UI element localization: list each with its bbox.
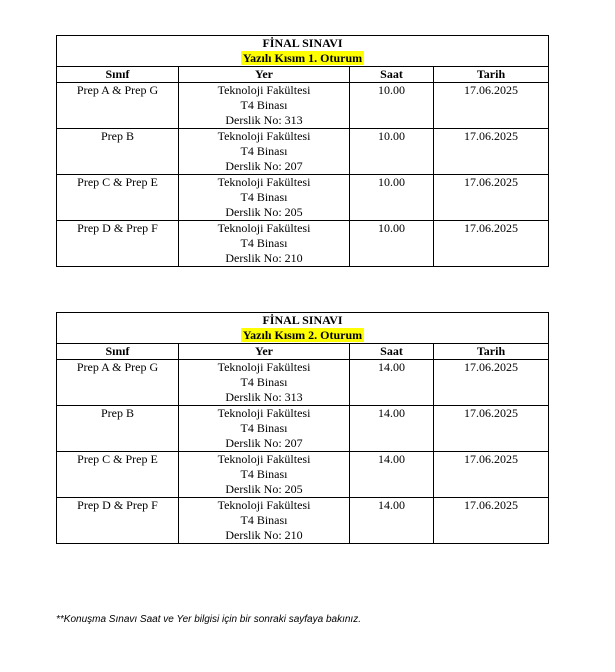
table-row (57, 498, 549, 544)
time-cell: 14.00 (350, 452, 434, 498)
location-cell (179, 360, 350, 406)
column-header: Sınıf (57, 344, 179, 360)
footnote: **Konuşma Sınavı Saat ve Yer bilgisi için bir sonraki sayfaya bakınız. (56, 614, 361, 625)
time-cell: 14.00 (350, 498, 434, 544)
location-line: Derslik No: 207 (225, 159, 303, 173)
location-line: T4 Binası (240, 467, 288, 481)
location-line: Teknoloji Fakültesi (217, 360, 311, 374)
date-cell: 17.06.2025 (434, 129, 549, 175)
location-line: Teknoloji Fakültesi (217, 406, 311, 420)
date-cell: 17.06.2025 (434, 452, 549, 498)
class-cell: Prep A & Prep G (57, 360, 179, 406)
column-header: Saat (350, 67, 434, 83)
location-cell (179, 498, 350, 544)
time-cell: 14.00 (350, 406, 434, 452)
column-header: Saat (350, 344, 434, 360)
location-line: T4 Binası (240, 375, 288, 389)
column-header: Tarih (434, 67, 549, 83)
session-subtitle: Yazılı Kısım 1. Oturum (242, 51, 363, 65)
column-header: Sınıf (57, 67, 179, 83)
location-line: Teknoloji Fakültesi (217, 175, 311, 189)
table-header-row (57, 344, 549, 360)
time-cell: 10.00 (350, 83, 434, 129)
location-line: Derslik No: 210 (225, 528, 303, 542)
location-line: Derslik No: 210 (225, 251, 303, 265)
column-header: Yer (179, 344, 350, 360)
date-cell: 17.06.2025 (434, 175, 549, 221)
column-header: Tarih (434, 344, 549, 360)
table-row (57, 129, 549, 175)
table-title-cell (57, 36, 549, 67)
table-title-cell (57, 313, 549, 344)
column-header: Yer (179, 67, 350, 83)
date-cell: 17.06.2025 (434, 83, 549, 129)
location-line: T4 Binası (240, 144, 288, 158)
location-line: Derslik No: 205 (225, 205, 303, 219)
class-cell: Prep C & Prep E (57, 452, 179, 498)
exam-schedule-table-2 (56, 312, 549, 544)
session-subtitle: Yazılı Kısım 2. Oturum (242, 328, 363, 342)
location-cell (179, 83, 350, 129)
time-cell: 14.00 (350, 360, 434, 406)
location-line: T4 Binası (240, 190, 288, 204)
location-line: Teknoloji Fakültesi (217, 221, 311, 235)
table-row (57, 360, 549, 406)
location-line: Teknoloji Fakültesi (217, 83, 311, 97)
time-cell: 10.00 (350, 175, 434, 221)
table-row (57, 83, 549, 129)
table-row (57, 175, 549, 221)
table-row (57, 452, 549, 498)
date-cell: 17.06.2025 (434, 406, 549, 452)
table-row (57, 406, 549, 452)
time-cell: 10.00 (350, 129, 434, 175)
location-line: T4 Binası (240, 236, 288, 250)
exam-title: FİNAL SINAVI (262, 313, 343, 327)
location-line: Teknoloji Fakültesi (217, 129, 311, 143)
class-cell: Prep D & Prep F (57, 498, 179, 544)
location-cell (179, 406, 350, 452)
class-cell: Prep D & Prep F (57, 221, 179, 267)
class-cell: Prep A & Prep G (57, 83, 179, 129)
exam-title: FİNAL SINAVI (262, 36, 343, 50)
location-cell (179, 175, 350, 221)
class-cell: Prep C & Prep E (57, 175, 179, 221)
date-cell: 17.06.2025 (434, 498, 549, 544)
location-line: T4 Binası (240, 421, 288, 435)
location-cell (179, 452, 350, 498)
date-cell: 17.06.2025 (434, 221, 549, 267)
date-cell: 17.06.2025 (434, 360, 549, 406)
location-cell (179, 129, 350, 175)
location-line: T4 Binası (240, 98, 288, 112)
table-row (57, 221, 549, 267)
location-line: Derslik No: 207 (225, 436, 303, 450)
location-line: Derslik No: 205 (225, 482, 303, 496)
class-cell: Prep B (57, 406, 179, 452)
exam-schedule-table-1 (56, 35, 549, 267)
table-header-row (57, 67, 549, 83)
location-line: Teknoloji Fakültesi (217, 452, 311, 466)
location-line: Derslik No: 313 (225, 390, 303, 404)
location-line: T4 Binası (240, 513, 288, 527)
location-line: Derslik No: 313 (225, 113, 303, 127)
location-line: Teknoloji Fakültesi (217, 498, 311, 512)
class-cell: Prep B (57, 129, 179, 175)
time-cell: 10.00 (350, 221, 434, 267)
location-cell (179, 221, 350, 267)
